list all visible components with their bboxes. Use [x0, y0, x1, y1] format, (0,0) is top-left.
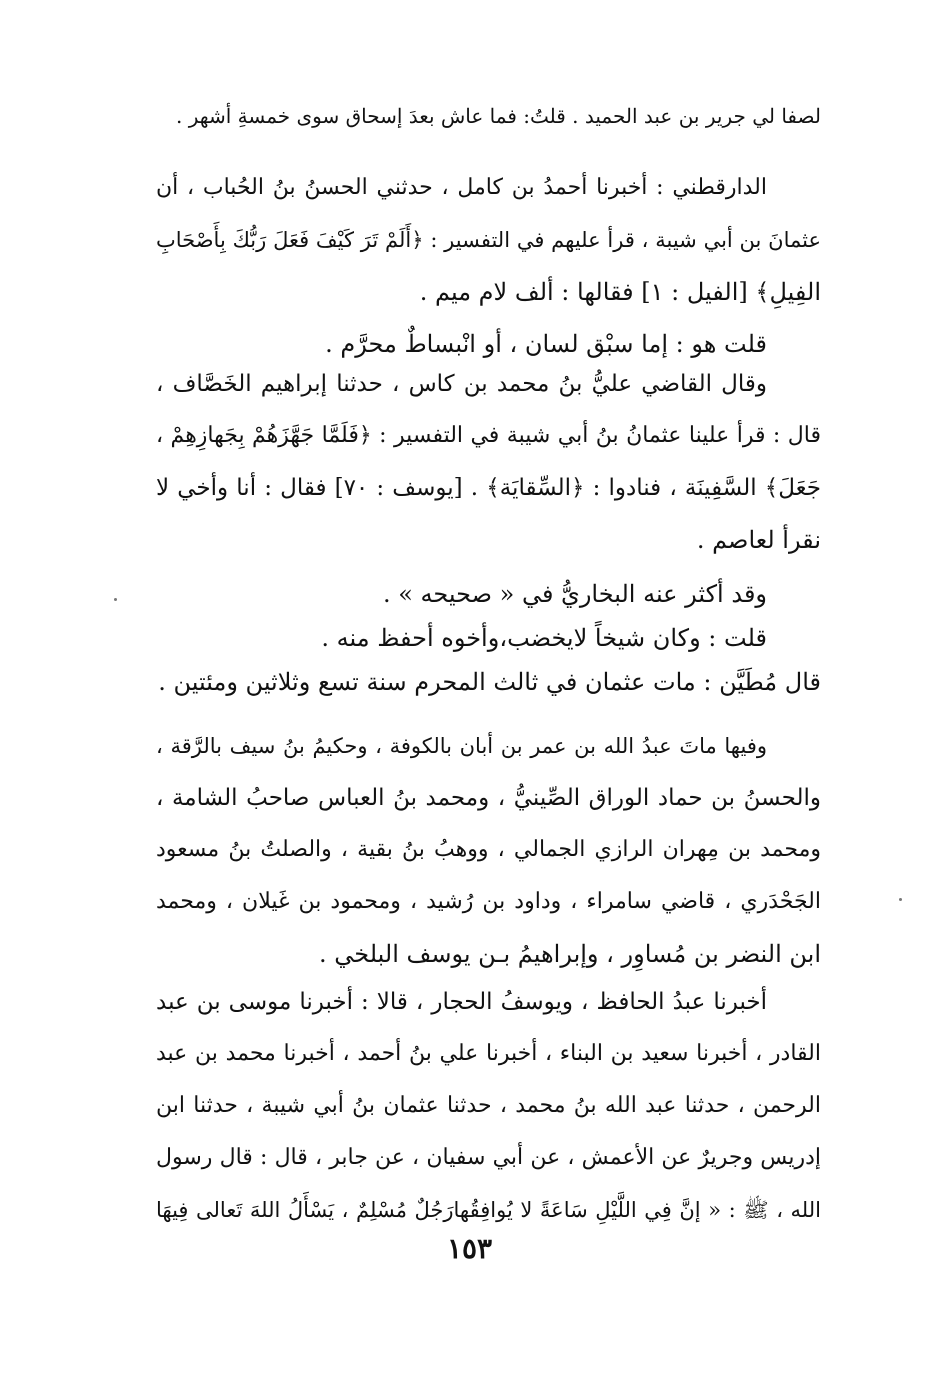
text-line: والحسنُ بن حماد الوراق الصِّينيُّ ، ومحمد بنُ العباس صاحبُ الشامة ، [156, 785, 821, 811]
text-line: قلت : وكان شيخاً لايخضب،وأخوه أحفظ منه . [321, 624, 767, 652]
text-line: قال : قرأ علينا عثمانُ بنُ أبي شيبة في التفسير : ﴿فَلَمَّا جَهَّزَهُمْ بِجَهازِهِمْ ، [156, 423, 821, 448]
text-line: الله ، ﷺ : « إنَّ فِي اللَّيْلِ سَاعَةً لا يُوافِقُهارَجُلٌ مُسْلِمٌ ، يَسْأَلُ اللهَ تَعالى فِيهَا [156, 1198, 821, 1222]
paragraph-qadi [156, 358, 821, 566]
text-line: وقال القاضي عليُّ بنُ محمد بن كاس ، حدثنا إبراهيم الخَصَّاف ، [156, 371, 767, 397]
text-line: ابن النضر بن مُساوِر ، وإبراهيمُ بـن يوسف البلخي . [318, 940, 821, 968]
text-line: الرحمن ، حدثنا عبد الله بنُ محمد ، حدثنا عثمان بنُ أبي شيبة ، حدثنا ابن [156, 1093, 821, 1118]
scan-speck [114, 598, 117, 601]
text-line: إدريس وجريرٌ عن الأعمش ، عن أبي سفيان ، عن جابر ، قال : قال رسول [156, 1145, 821, 1170]
text-line: عثمانَ بن أبي شيبة ، قرأ عليهم في التفسير : ﴿أَلَمْ تَرَ كَيْفَ فَعَلَ رَبُّكَ بِأَصْحَابِ [156, 228, 821, 252]
text-line: قال مُطَيَّن : مات عثمان في ثالث المحرم سنة تسع وثلاثين ومئتين . [158, 668, 821, 696]
text-line: الدارقطني : أخبرنا أحمدُ بن كامل ، حدثني الحسنُ بنُ الحُباب ، أن [156, 175, 767, 200]
page-number: ١٥٣ [446, 1232, 493, 1265]
paragraph-continuation [156, 90, 821, 142]
paragraph-daraqutni [156, 162, 821, 318]
text-line: الفِيلِ﴾ [الفيل : ١] فقالها : ألف لام ميم . [419, 278, 821, 306]
paragraph-wafayat [156, 720, 821, 980]
text-line: جَعَلَ﴾ السَّفِينَة ، فنادوا : ﴿السِّقايَة﴾ . [يوسف : ٧٠] فقال : أنا وأخي لا [156, 475, 821, 501]
text-line: قلت هو : إما سبْق لسان ، أو انْبساطٌ محرَّم . [325, 330, 767, 358]
text-line: الجَحْدَري ، قاضي سامراء ، وداود بن رُشيد ، ومحمود بن غَيلان ، ومحمد [156, 889, 821, 914]
text-line: وفيها ماتَ عبدُ الله بن عمر بن أبان بالكوفة ، وحكيمُ بنُ سيف بالرَّقة ، [156, 734, 767, 758]
text-line: لصفا لي جرير بن عبد الحميد . قلتُ: فما عاش بعدَ إسحاق سوى خمسةِ أشهر . [176, 104, 821, 128]
paragraph-hadith [156, 976, 821, 1236]
text-line: ومحمد بن مِهران الرازي الجمالي ، ووهبُ بنُ بقية ، والصلتُ بنُ مسعود [156, 837, 821, 862]
text-line: نقرأ لعاصم . [696, 526, 821, 554]
text-line: وقد أكثر عنه البخاريُّ في « صحيحه » . [382, 580, 767, 608]
text-line: أخبرنا عبدُ الحافظ ، ويوسفُ الحجار ، قالا : أخبرنا موسى بن عبد [156, 989, 767, 1015]
scan-speck [899, 898, 902, 901]
paragraph-death [156, 656, 821, 708]
text-line: القادر ، أخبرنا سعيد بن البناء ، أخبرنا علي بنُ أحمد ، أخبرنا محمد بن عبد [156, 1041, 821, 1066]
